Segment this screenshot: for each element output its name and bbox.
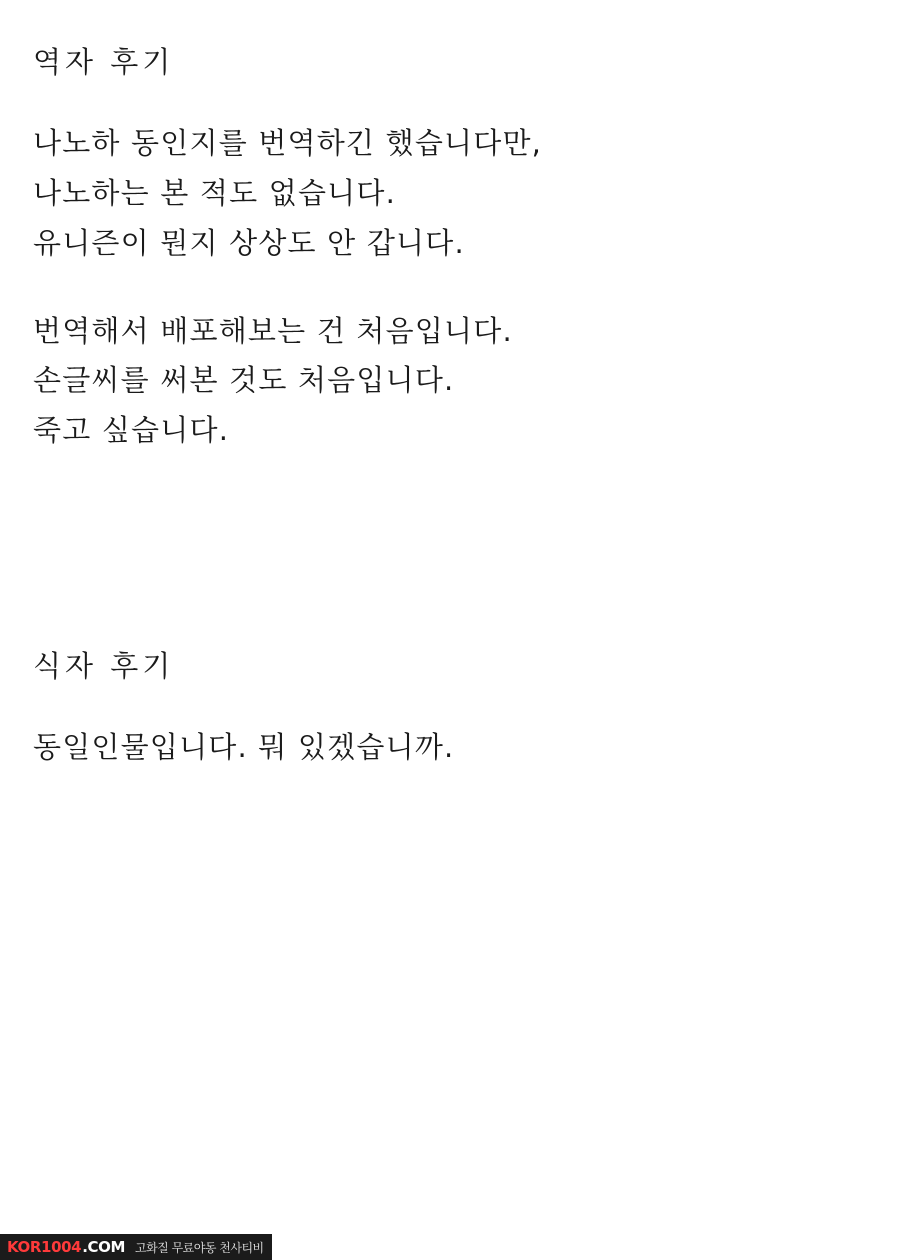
section-translator-note — [33, 40, 860, 456]
typesetter-paragraph-1 — [33, 723, 860, 773]
translator-note-heading: 역자 후기 — [33, 45, 175, 79]
section-typesetter-note — [33, 644, 860, 773]
translator-paragraph-1 — [33, 119, 860, 269]
text-line: 손글씨를 써본 것도 처음입니다. — [33, 363, 455, 398]
text-line: 나노하 동인지를 번역하긴 했습니다만, — [33, 125, 543, 160]
watermark-bar — [0, 1234, 272, 1260]
text-line: 동일인물입니다. 뭐 있겠습니까. — [33, 730, 455, 765]
section-spacer — [33, 494, 860, 644]
watermark-tagline: 고화질 무료야동 천사티비 — [131, 1234, 272, 1260]
watermark-brand — [0, 1234, 131, 1260]
text-line: 죽고 싶습니다. — [33, 413, 230, 448]
text-line: 나노하는 본 적도 없습니다. — [33, 175, 397, 210]
typesetter-note-heading: 식자 후기 — [33, 649, 175, 684]
watermark-brand-name: KOR1004 — [7, 1238, 82, 1256]
text-line: 유니즌이 뭔지 상상도 안 갑니다. — [33, 225, 465, 260]
text-line: 번역해서 배포해보는 건 처음입니다. — [33, 313, 513, 348]
document-content — [33, 40, 860, 811]
watermark-brand-domain: .COM — [82, 1238, 125, 1256]
translator-paragraph-2 — [33, 307, 860, 457]
